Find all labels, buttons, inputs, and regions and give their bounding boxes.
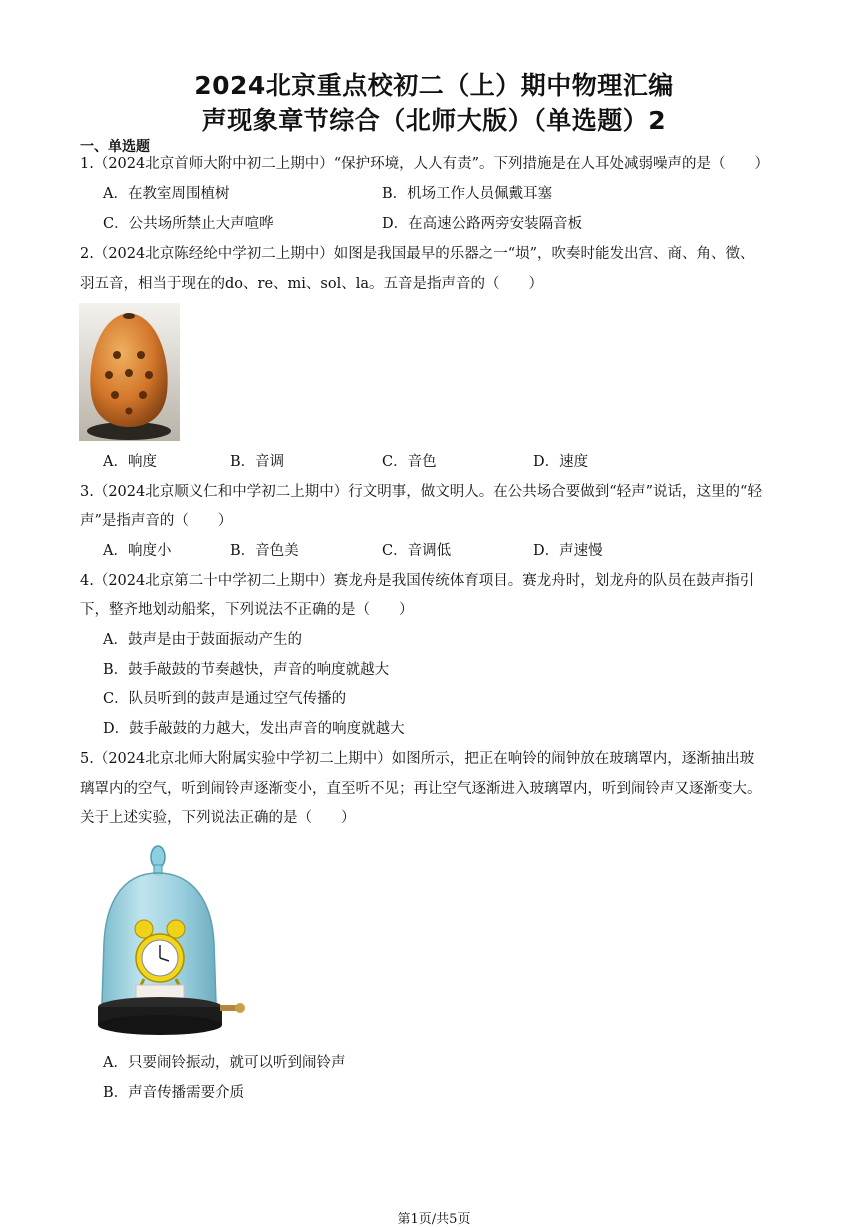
question-5-text-line-2: 璃罩内的空气，听到闹铃声逐渐变小，直至听不见；再让空气逐渐进入玻璃罩内，听到闹铃声又逐渐变大。 xyxy=(80,781,762,797)
question-1-option-a: A．在教室周围植树 xyxy=(103,186,230,202)
question-2-option-a: A．响度 xyxy=(103,454,157,470)
question-1-option-c: C．公共场所禁止大声喧哗 xyxy=(103,216,274,232)
question-2-text-line-1: 2.（2024北京陈经纶中学初二上期中）如图是我国最早的乐器之一“埙”，吹奏时能发出宫、商、角、徵、 xyxy=(80,246,755,262)
question-3-text-line-2: 声”是指声音的（ ） xyxy=(80,513,233,529)
question-3-option-a: A．响度小 xyxy=(103,543,172,559)
xun-instrument-image xyxy=(79,303,180,441)
question-4-option-b: B．鼓手敲鼓的节奏越快，声音的响度就越大 xyxy=(103,662,390,678)
question-1-text: 1.（2024北京首师大附中初二上期中）“保护环境，人人有责”。下列措施是在人耳处减弱噪声的是（ ） xyxy=(80,156,770,172)
page-footer: 第1页/共5页 xyxy=(397,1212,471,1227)
question-4-option-c: C．队员听到的鼓声是通过空气传播的 xyxy=(103,691,347,707)
question-4-text-line-2: 下，整齐地划动船桨，下列说法不正确的是（ ） xyxy=(80,602,414,618)
question-1-option-b: B．机场工作人员佩戴耳塞 xyxy=(382,186,553,202)
question-5-option-b: B．声音传播需要介质 xyxy=(103,1085,245,1101)
question-4-option-a: A．鼓声是由于鼓面振动产生的 xyxy=(103,632,302,648)
question-3-option-c: C．音调低 xyxy=(382,543,452,559)
question-1-option-d: D．在高速公路两旁安装隔音板 xyxy=(382,216,583,232)
question-2-option-b: B．音调 xyxy=(230,454,285,470)
question-5-text-line-3: 关于上述实验，下列说法正确的是（ ） xyxy=(80,810,356,826)
question-5-text-line-1: 5.（2024北京北师大附属实验中学初二上期中）如图所示，把正在响铃的闹钟放在玻璃罩内，逐渐抽出玻 xyxy=(80,751,755,767)
question-4-text-line-1: 4.（2024北京第二十中学初二上期中）赛龙舟是我国传统体育项目。赛龙舟时，划龙舟的队员在鼓声指引 xyxy=(80,573,755,589)
bell-jar-alarm-clock-image xyxy=(94,843,254,1043)
question-4-option-d: D．鼓手敲鼓的力越大，发出声音的响度就越大 xyxy=(103,721,405,737)
question-3-text-line-1: 3.（2024北京顺义仁和中学初二上期中）行文明事，做文明人。在公共场合要做到“轻声”说话，这里的“轻 xyxy=(80,484,762,500)
question-2-option-c: C．音色 xyxy=(382,454,437,470)
question-2-option-d: D．速度 xyxy=(533,454,589,470)
question-3-option-d: D．声速慢 xyxy=(533,543,603,559)
document-title-line-2: 声现象章节综合（北师大版）（单选题）2 xyxy=(201,106,667,135)
section-header: 一、单选题 xyxy=(80,139,150,155)
question-3-option-b: B．音色美 xyxy=(230,543,299,559)
question-5-option-a: A．只要闹铃振动，就可以听到闹铃声 xyxy=(103,1055,346,1071)
document-title-line-1: 2024北京重点校初二（上）期中物理汇编 xyxy=(194,71,674,100)
question-2-text-line-2: 羽五音，相当于现在的do、re、mi、sol、la。五音是指声音的（ ） xyxy=(80,276,543,292)
